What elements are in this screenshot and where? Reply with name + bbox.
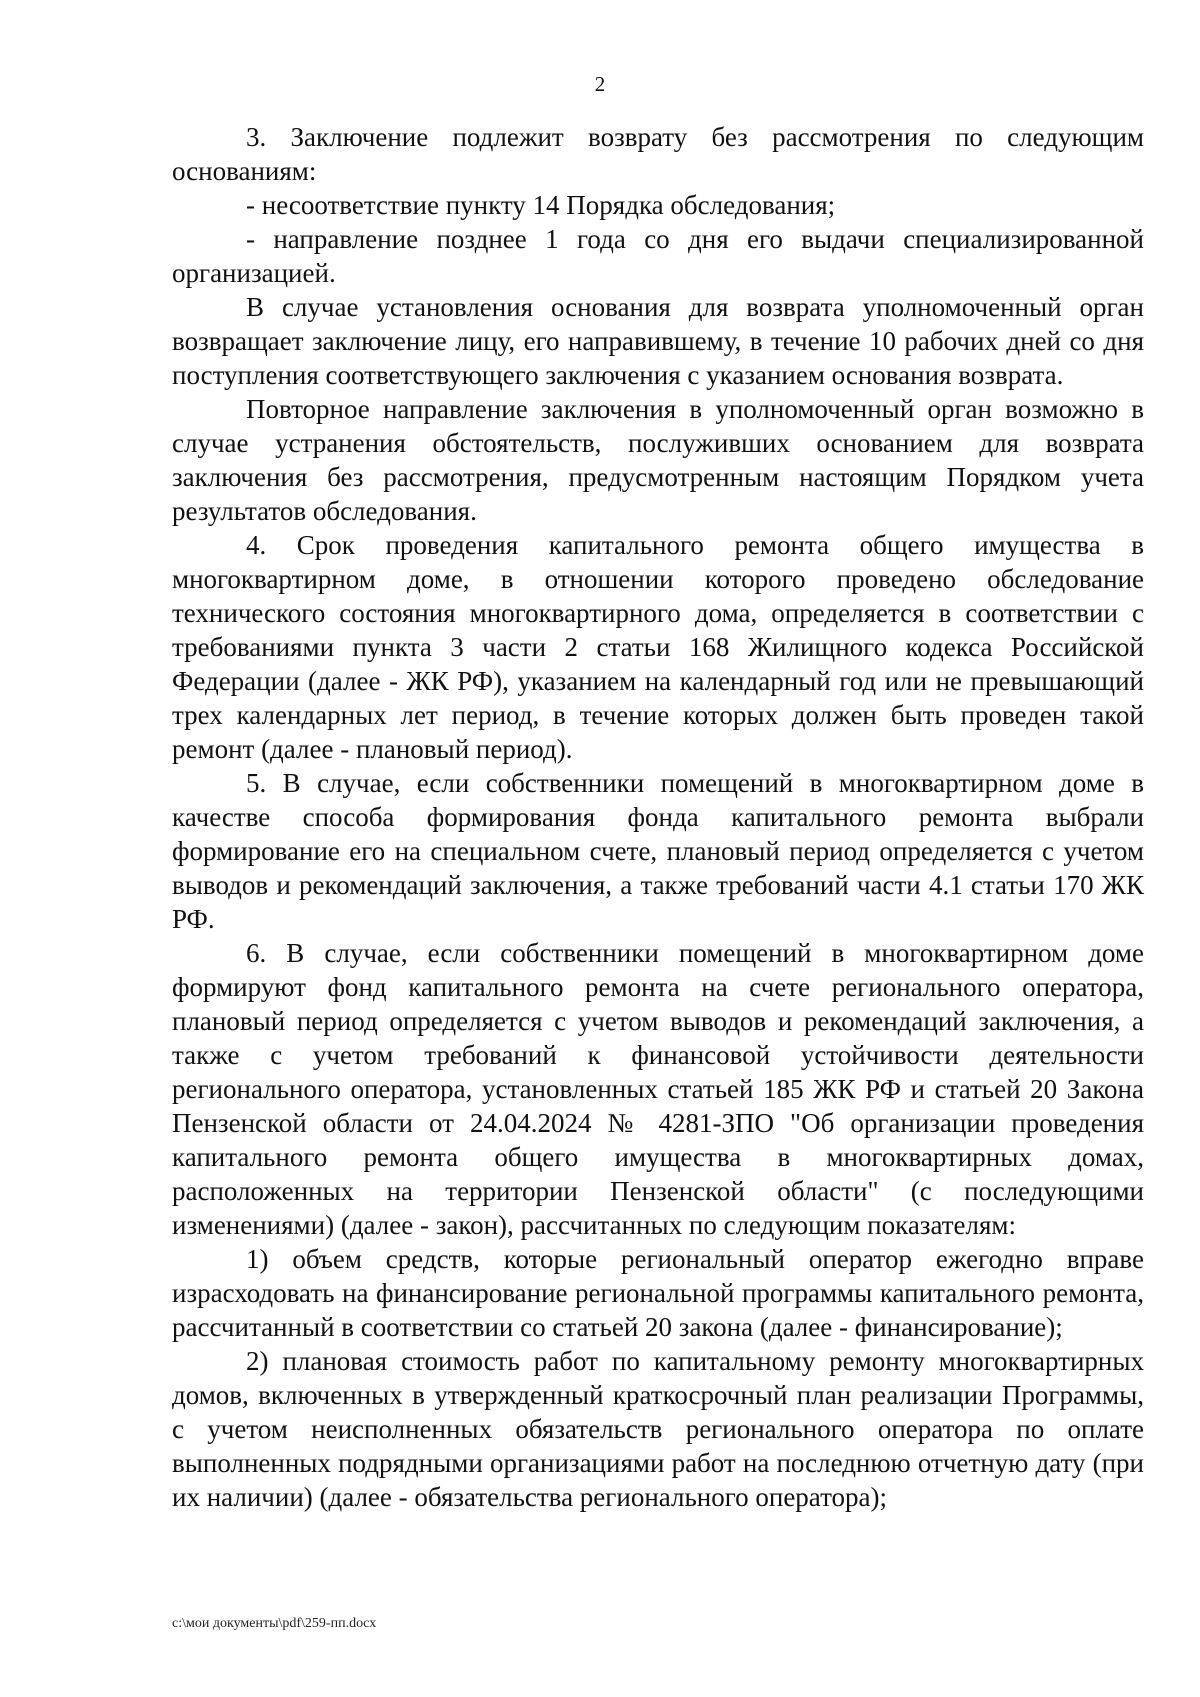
document-body	[172, 120, 1144, 1514]
paragraph-return-procedure: В случае установления основания для возврата уполномоченный орган возвращает заключение лицу, его направившему, в течение 10 рабочих дней со дня поступления соответствующего заключения с указанием основания возврата.	[172, 292, 1144, 390]
paragraph-3-return-grounds: 3. Заключение подлежит возврату без рассмотрения по следующим основаниям:	[172, 122, 1144, 186]
footer-file-path: c:\мои документы\pdf\259-пп.docx	[172, 1616, 377, 1631]
list-item-mismatch: - несоответствие пункту 14 Порядка обследования;	[246, 190, 836, 220]
list-item-late-submission: - направление позднее 1 года со дня его выдачи специализированной организацией.	[172, 224, 1144, 288]
page-number: 2	[594, 72, 606, 96]
paragraph-resubmission: Повторное направление заключения в уполномоченный орган возможно в случае устранения обстоятельств, послуживших основанием для возврата заключения без рассмотрения, предусмотренным настоящим Порядком учета результатов обследования.	[172, 394, 1144, 526]
paragraph-6-regional-operator: 6. В случае, если собственники помещений в многоквартирном доме формируют фонд капитального ремонта на счете регионального оператора, плановый период определяется с учетом выводов и рекомендаций заключения, а также с учетом требований к финансовой устойчивости деятельности регионального оператора, установленных статьей 185 ЖК РФ и статьей 20 Закона Пензенской области от 24.04.2024 № 4281-ЗПО "Об организации проведения капитального ремонта общего имущества в многоквартирных домах, расположенных на территории Пензенской области" (с последующими изменениями) (далее - закон), рассчитанных по следующим показателям:	[172, 938, 1144, 1240]
paragraph-5-special-account: 5. В случае, если собственники помещений в многоквартирном доме в качестве способа формирования фонда капитального ремонта выбрали формирование его на специальном счете, плановый период определяется с учетом выводов и рекомендаций заключения, а также требований части 4.1 статьи 170 ЖК РФ.	[172, 768, 1144, 934]
list-item-planned-cost: 2) плановая стоимость работ по капитальному ремонту многоквартирных домов, включенных в утвержденный краткосрочный план реализации Программы, с учетом неисполненных обязательств регионального оператора по оплате выполненных подрядными организациями работ на последнюю отчетную дату (при их наличии) (далее - обязательства регионального оператора);	[172, 1346, 1144, 1512]
paragraph-4-repair-term: 4. Срок проведения капитального ремонта общего имущества в многоквартирном доме, в отношении которого проведено обследование технического состояния многоквартирного дома, определяется в соответствии с требованиями пункта 3 части 2 статьи 168 Жилищного кодекса Российской Федерации (далее - ЖК РФ), указанием на календарный год или не превышающий трех календарных лет период, в течение которых должен быть проведен такой ремонт (далее - плановый период).	[172, 530, 1144, 764]
list-item-financing: 1) объем средств, которые региональный оператор ежегодно вправе израсходовать на финансирование региональной программы капитального ремонта, рассчитанный в соответствии со статьей 20 закона (далее - финансирование);	[172, 1244, 1144, 1342]
